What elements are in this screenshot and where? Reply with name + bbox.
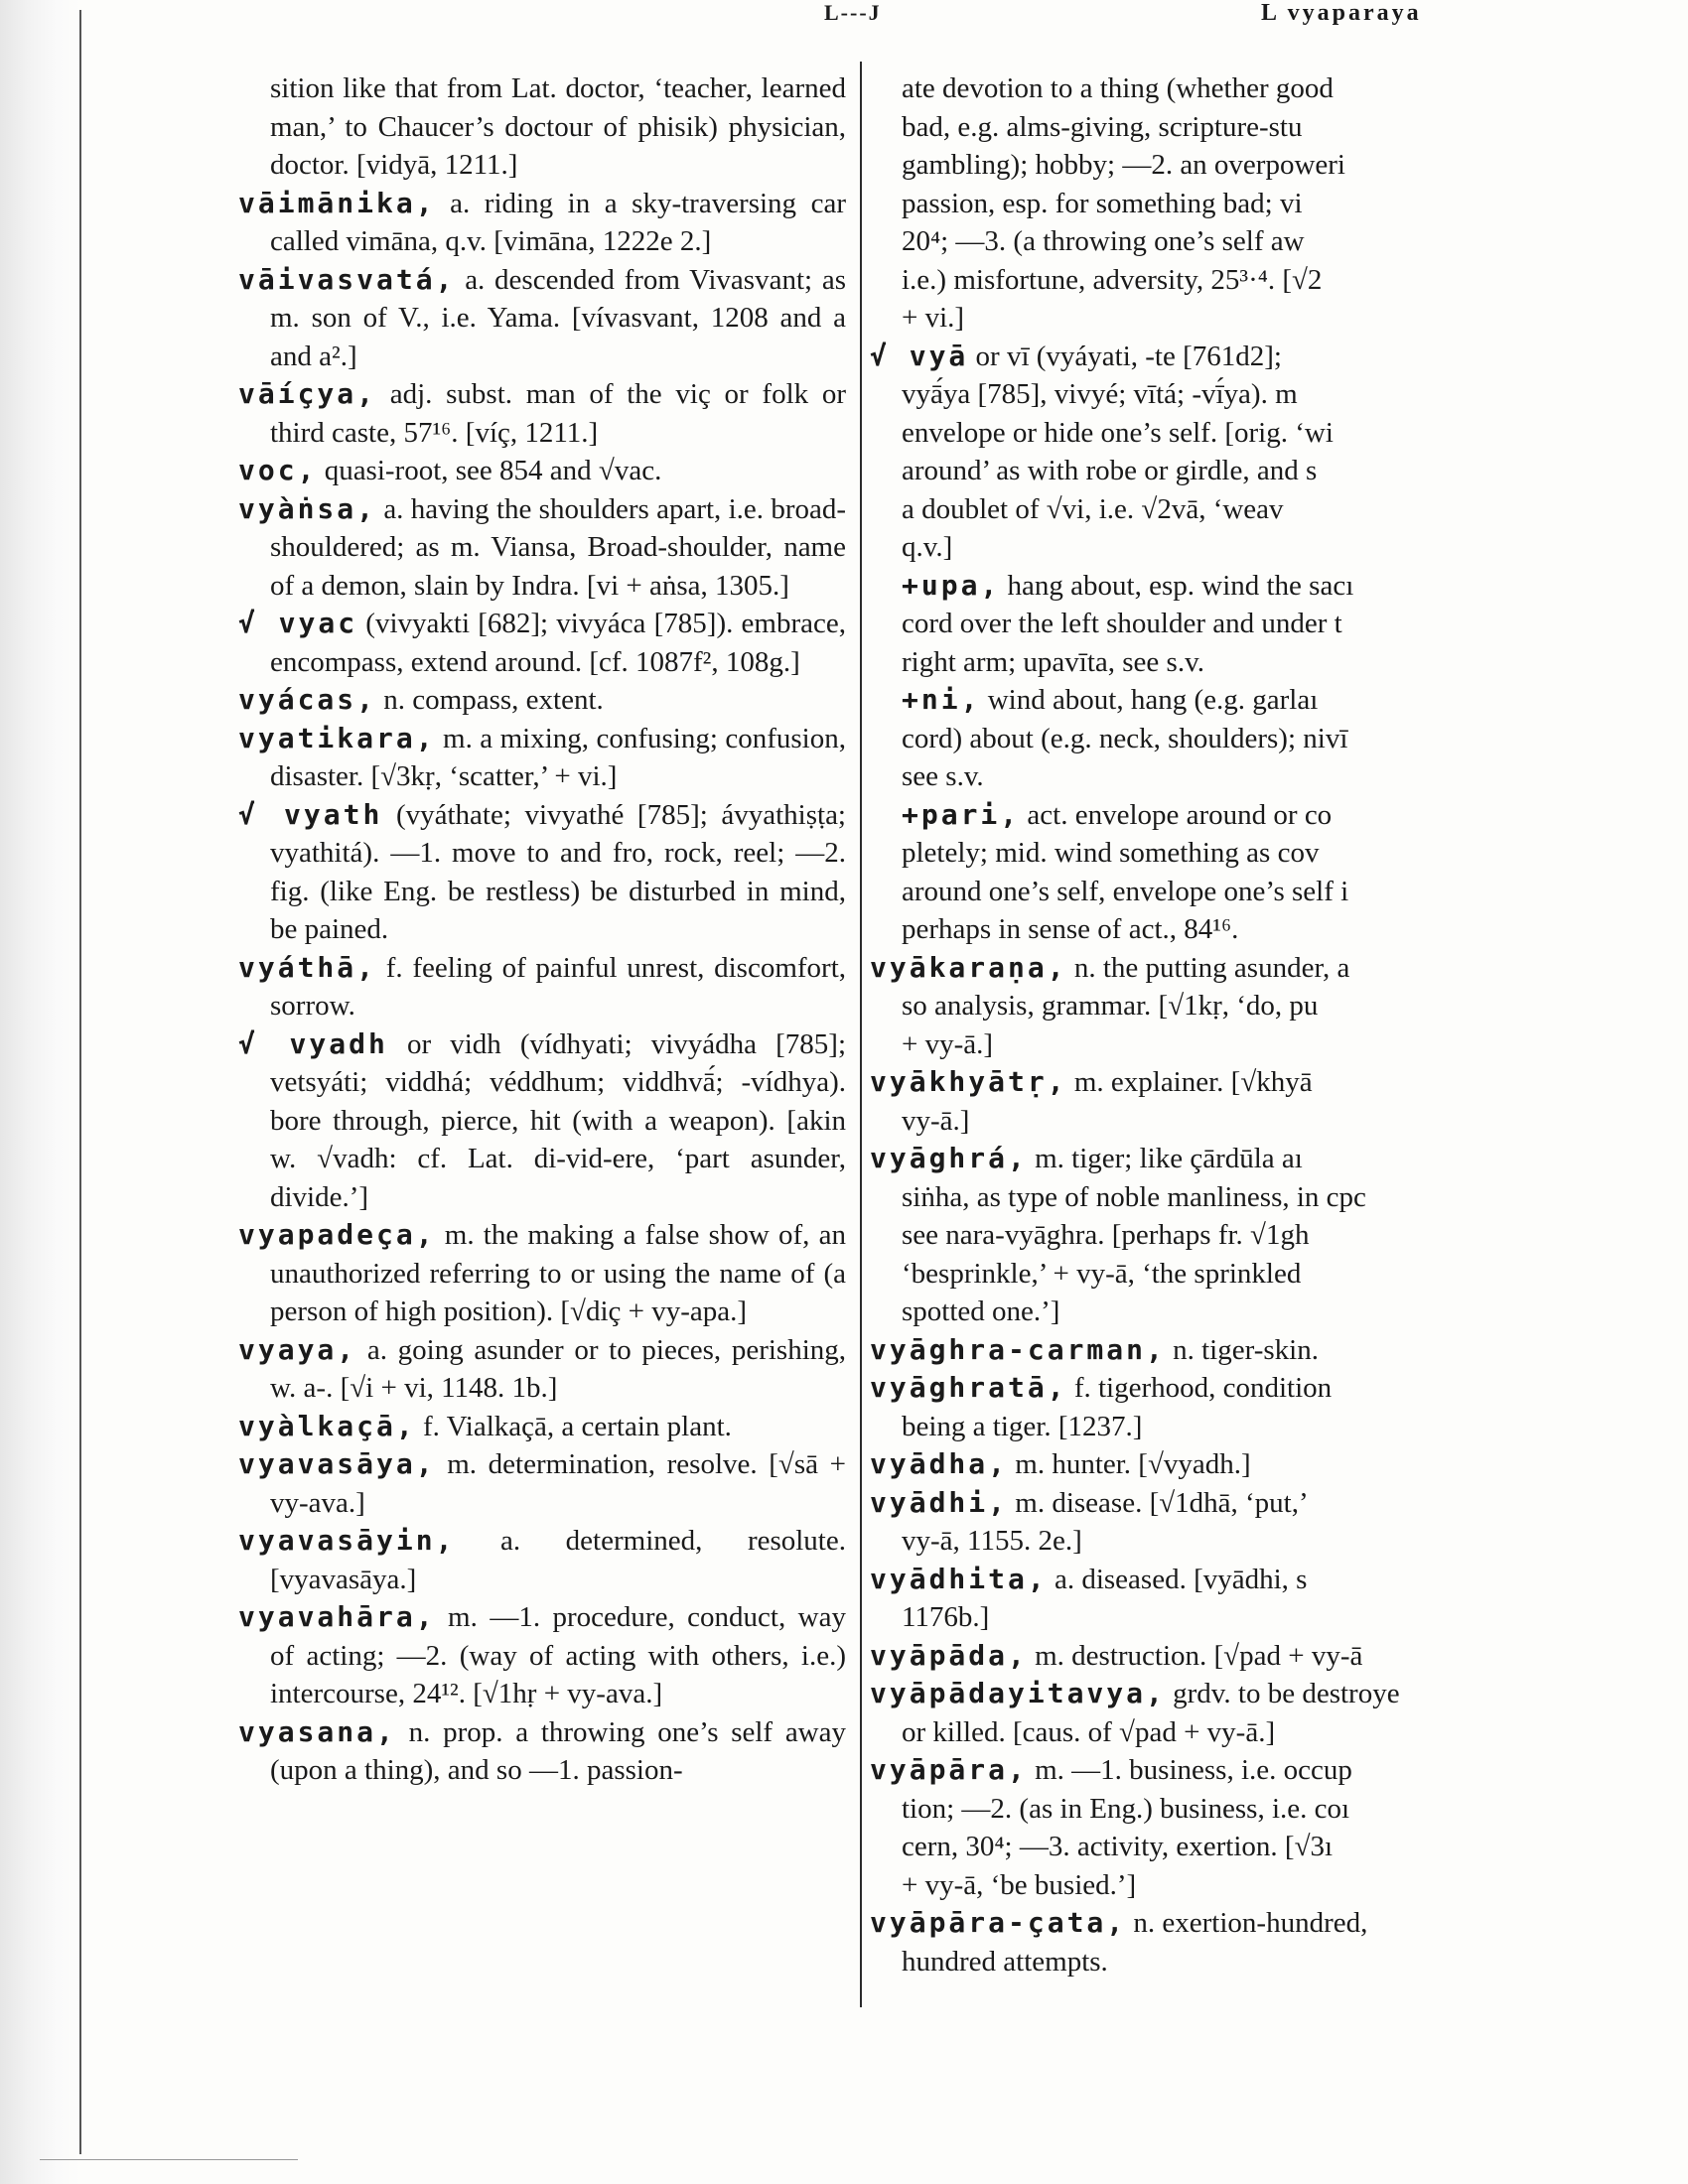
entry-definition: n. prop. a throwing one’s self away (upon a thing), and so —1. passion- (270, 1715, 847, 1786)
entry-definition: m. determination, resolve. [√sā + vy-ava.] (270, 1448, 847, 1519)
entry-definition: (vivyakti [682]; vivyáca [785]). embrace, encompass, extend around. [cf. 1087f², 108g.] (270, 608, 846, 678)
entry-headword: +upa, (902, 568, 1001, 602)
entry-definition: wind about, hang (e.g. garlaı (987, 684, 1319, 716)
entry-definition: or vidh (vídhyati; vivyádha [785]; vetsyáti; viddhá; véddhum; viddhvā́; -vídhya). bore through, pierce, hit (with a weapon). [akin w. √vadh: cf. Lat. di-vid-ere, ‘part asunder, divide.’] (270, 1027, 846, 1213)
dictionary-entry (870, 1255, 1684, 1294)
entry-definition: m. tiger; like çārdūla aı (1035, 1143, 1303, 1174)
dictionary-entry (870, 452, 1684, 490)
entry-definition: + vi.] (902, 302, 965, 334)
entry-definition: ‘besprinkle,’ + vy-ā, ‘the sprinkled (902, 1257, 1302, 1290)
dictionary-entry (870, 222, 1684, 261)
entry-definition: hang about, esp. wind the sacı (1007, 569, 1354, 602)
entry-headword: √ vyā (870, 339, 969, 372)
entry-definition: n. the putting asunder, a (1073, 951, 1350, 984)
entry-headword: √ vyac (238, 607, 358, 639)
entry-definition: m. destruction. [√pad + vy-ā (1035, 1639, 1363, 1672)
dictionary-entry (870, 414, 1684, 453)
dictionary-entry (870, 796, 1684, 835)
entry-definition: sition like that from Lat. doctor, ‘teacher, learned man,’ to Chaucer’s doctour of phisik) physician, doctor. [vidyā, 1211.] (270, 72, 846, 181)
entry-definition: so analysis, grammar. [√1kṛ, ‘do, pu (902, 990, 1319, 1022)
entry-headword: voc, (238, 454, 318, 486)
dictionary-entry (238, 681, 846, 720)
dictionary-entry (870, 1408, 1684, 1446)
entry-definition: n. compass, extent. (383, 684, 604, 716)
right-column (870, 69, 1684, 1980)
dictionary-entry (238, 949, 846, 1025)
entry-headword: +pari, (902, 797, 1021, 831)
dictionary-entry (870, 910, 1684, 949)
entry-definition: right arm; upavīta, see s.v. (902, 645, 1204, 678)
entry-headword: vyavahāra, (238, 1600, 436, 1633)
dictionary-entry (870, 1675, 1684, 1713)
entry-definition: vy-ā.] (902, 1104, 970, 1137)
entry-headword: vyākaraṇa, (870, 950, 1067, 984)
entry-definition: a doublet of √vi, i.e. √2vā, ‘weav (902, 492, 1284, 525)
dictionary-entry (870, 643, 1684, 682)
entry-definition: grdv. to be destroye (1173, 1678, 1400, 1709)
entry-definition: m. disease. [√1dhā, ‘put,’ (1015, 1486, 1309, 1519)
entry-headword: vyāpāra-çata, (870, 1906, 1127, 1939)
dictionary-entry (870, 108, 1684, 147)
entry-definition: or killed. [caus. of √pad + vy-ā.] (902, 1715, 1276, 1748)
dictionary-entry (238, 1216, 846, 1331)
entry-definition: n. tiger-skin. (1173, 1333, 1319, 1366)
entry-definition: a. determined, resolute. [vyavasāya.] (270, 1525, 846, 1595)
dictionary-entry (870, 1522, 1684, 1561)
dictionary-entry (238, 796, 846, 949)
entry-definition: m. the making a false show of, an unauthorized referring to or using the name of (a person of high position). [√diç + vy-apa.] (270, 1219, 847, 1327)
entry-definition: cord over the left shoulder and under t (902, 608, 1342, 639)
entry-definition: pletely; mid. wind something as cov (902, 837, 1320, 869)
dictionary-entry (870, 1713, 1684, 1752)
entry-definition: vy-ā, 1155. 2e.] (902, 1525, 1082, 1557)
dictionary-entry (238, 185, 846, 261)
entry-headword: vyāghra-carman, (870, 1332, 1166, 1366)
entry-definition: cord) about (e.g. neck, shoulders); nivī (902, 722, 1348, 754)
dictionary-entry (870, 949, 1684, 988)
entry-definition: cern, 30⁴; —3. activity, exertion. [√3ı (902, 1831, 1334, 1862)
entry-definition: being a tiger. [1237.] (902, 1410, 1143, 1442)
entry-definition: see s.v. (902, 760, 984, 792)
entry-definition: gambling); hobby; —2. an overpoweri (902, 149, 1345, 181)
dictionary-entry (870, 757, 1684, 796)
entry-definition: around’ as with robe or girdle, and s (902, 455, 1318, 486)
entry-definition: a. descended from Vivasvant; as m. son of V., i.e. Yama. [vívasvant, 1208 and a and a².] (270, 263, 846, 372)
entry-definition: a. riding in a sky-traversing car called vimāna, q.v. [vimāna, 1222e 2.] (270, 187, 847, 257)
dictionary-entry (238, 69, 846, 185)
entry-headword: vyatikara, (238, 721, 436, 754)
entry-definition: adj. subst. man of the viç or folk or third caste, 57¹⁶. [víç, 1211.] (270, 378, 846, 449)
dictionary-entry (870, 1369, 1684, 1408)
entry-definition: perhaps in sense of act., 84¹⁶. (902, 913, 1239, 945)
entry-definition: 20⁴; —3. (a throwing one’s self aw (902, 225, 1305, 257)
entry-headword: vāíçya, (238, 377, 377, 410)
dictionary-entry (870, 261, 1684, 300)
dictionary-entry (870, 873, 1684, 911)
dictionary-entry (870, 1484, 1684, 1523)
entry-definition: passion, esp. for something bad; vi (902, 187, 1303, 219)
dictionary-entry (238, 1713, 846, 1790)
dictionary-entry (238, 1408, 846, 1446)
entry-headword: vyāpādayitavya, (870, 1677, 1166, 1709)
entry-headword: vyākhyātṛ, (870, 1065, 1067, 1098)
entry-definition: m. hunter. [√vyadh.] (1015, 1448, 1251, 1480)
dictionary-entry (238, 490, 846, 606)
page-edge-line (79, 10, 81, 2154)
entry-definition: (vyáthate; vivyathé [785]; ávyathiṣṭa; vyathitá). —1. move to and fro, rock, reel; —2. fig. (like Eng. be restless) be disturbed in mind, be pained. (270, 798, 846, 945)
entry-definition: act. envelope around or co (1027, 798, 1333, 831)
dictionary-entry (870, 69, 1684, 108)
dictionary-entry (870, 834, 1684, 873)
entry-headword: vyādhi, (870, 1485, 1009, 1519)
dictionary-entry (870, 1293, 1684, 1331)
dictionary-entry (238, 375, 846, 452)
dictionary-entry (870, 1216, 1684, 1255)
entry-definition: spotted one.’] (902, 1296, 1060, 1327)
entry-definition: f. Vialkaçā, a certain plant. (422, 1410, 732, 1442)
dictionary-entry (238, 1598, 846, 1713)
entry-definition: tion; —2. (as in Eng.) business, i.e. coı (902, 1792, 1350, 1825)
dictionary-entry (238, 261, 846, 376)
entry-headword: vyāghratā, (870, 1371, 1067, 1404)
dictionary-entry (870, 1943, 1684, 1981)
dictionary-entry (870, 987, 1684, 1025)
entry-definition: or vī (vyáyati, -te [761d2]; (975, 340, 1282, 372)
dictionary-entry (870, 528, 1684, 567)
dictionary-entry (870, 1561, 1684, 1599)
entry-definition: f. tigerhood, condition (1073, 1372, 1333, 1404)
scan-gutter (0, 0, 81, 2184)
entry-headword: vāivasvatá, (238, 262, 456, 296)
dictionary-entry (870, 1790, 1684, 1829)
dictionary-entry (870, 720, 1684, 758)
entry-definition: ate devotion to a thing (whether good (902, 72, 1334, 104)
dictionary-entry (870, 490, 1684, 529)
dictionary-entry (238, 605, 846, 681)
entry-definition: f. feeling of painful unrest, discomfort, sorrow. (270, 951, 846, 1022)
entry-definition: 1176b.] (902, 1601, 990, 1633)
entry-headword: vyaya, (238, 1332, 357, 1366)
dictionary-entry (870, 1866, 1684, 1905)
dictionary-entry (870, 146, 1684, 185)
dictionary-entry (870, 1598, 1684, 1637)
dictionary-entry (870, 1140, 1684, 1178)
entry-definition: m. a mixing, confusing; confusion, disaster. [√3kṛ, ‘scatter,’ + vi.] (270, 722, 846, 792)
dictionary-entry (870, 1025, 1684, 1064)
dictionary-entry (870, 681, 1684, 720)
entry-headword: vyapadeça, (238, 1218, 436, 1251)
dictionary-entry (870, 338, 1684, 376)
entry-headword: vyāpāda, (870, 1638, 1028, 1672)
entry-definition: quasi-root, see 854 and √vac. (324, 455, 662, 486)
entry-definition: around one’s self, envelope one’s self i (902, 875, 1349, 907)
entry-definition: vyā́ya [785], vivyé; vītá; -vī́ya). m (902, 378, 1298, 410)
dictionary-entry (870, 1331, 1684, 1370)
running-head: L vyaparaya (1261, 0, 1422, 26)
entry-headword: vyādhita, (870, 1562, 1048, 1595)
entry-definition: a. going asunder or to pieces, perishing, w. a-. [√i + vi, 1148. 1b.] (270, 1333, 847, 1404)
dictionary-entry (870, 605, 1684, 643)
entry-definition: n. exertion-hundred, (1133, 1907, 1368, 1939)
entry-headword: vyādha, (870, 1447, 1009, 1480)
entry-definition: envelope or hide one’s self. [orig. ‘wi (902, 416, 1334, 449)
page-number: L---J (824, 0, 882, 25)
entry-headword: √ vyath (238, 797, 383, 831)
dictionary-entry (870, 1828, 1684, 1866)
entry-headword: vyàlkaçā, (238, 1409, 416, 1442)
dictionary-entry (870, 567, 1684, 606)
entry-definition: siṅha, as type of noble manliness, in cpc (902, 1180, 1366, 1213)
entry-headword: +ni, (902, 683, 981, 716)
entry-definition: m. explainer. [√khyā (1073, 1066, 1313, 1098)
dictionary-entry (238, 1445, 846, 1522)
entry-definition: q.v.] (902, 531, 953, 563)
dictionary-entry (870, 1445, 1684, 1484)
bottom-rule (40, 2159, 298, 2160)
entry-definition: hundred attempts. (902, 1945, 1108, 1978)
entry-headword: vyāpāra, (870, 1753, 1028, 1786)
entry-definition: m. —1. procedure, conduct, way of acting; —2. (way of acting with others, i.e.) intercourse, 24¹². [√1hṛ + vy-ava.] (270, 1601, 846, 1709)
dictionary-entry (870, 185, 1684, 223)
entry-headword: √ vyadh (238, 1026, 388, 1060)
dictionary-entry (238, 1025, 846, 1217)
dictionary-entry (238, 1331, 846, 1408)
dictionary-entry (870, 1637, 1684, 1676)
entry-headword: vyasana, (238, 1714, 396, 1748)
entry-headword: vyácas, (238, 683, 377, 716)
dictionary-entry (870, 375, 1684, 414)
dictionary-entry (870, 1904, 1684, 1943)
entry-definition: bad, e.g. alms-giving, scripture-stu (902, 110, 1303, 143)
dictionary-entry (870, 1063, 1684, 1102)
entry-definition: + vy-ā.] (902, 1027, 994, 1060)
entry-headword: vāimānika, (238, 186, 436, 219)
dictionary-entry (870, 1102, 1684, 1141)
entry-headword: vyáthā, (238, 950, 377, 984)
entry-headword: vyàṅsa, (238, 491, 377, 525)
dictionary-entry (870, 1178, 1684, 1217)
entry-definition: + vy-ā, ‘be busied.’] (902, 1868, 1137, 1901)
entry-definition: a. having the shoulders apart, i.e. broad-shouldered; as m. Viansa, Broad-shoulder, name of a demon, slain by Indra. [vi + aṅsa, 1305.] (270, 492, 846, 602)
dictionary-entry (238, 452, 846, 490)
entry-headword: vyavasāyin, (238, 1524, 456, 1557)
entry-headword: vyavasāya, (238, 1447, 436, 1480)
entry-definition: see nara-vyāghra. [perhaps fr. √1gh (902, 1219, 1310, 1251)
entry-definition: m. —1. business, i.e. occup (1035, 1754, 1352, 1786)
entry-definition: a. diseased. [vyādhi, s (1054, 1563, 1308, 1595)
dictionary-entry (238, 720, 846, 796)
entry-headword: vyāghrá, (870, 1142, 1028, 1174)
dictionary-entry (238, 1522, 846, 1598)
dictionary-entry (870, 299, 1684, 338)
entry-definition: i.e.) misfortune, adversity, 25³·⁴. [√2 (902, 263, 1323, 296)
dictionary-entry (870, 1751, 1684, 1790)
column-divider (860, 62, 862, 2007)
left-column (238, 69, 846, 1790)
